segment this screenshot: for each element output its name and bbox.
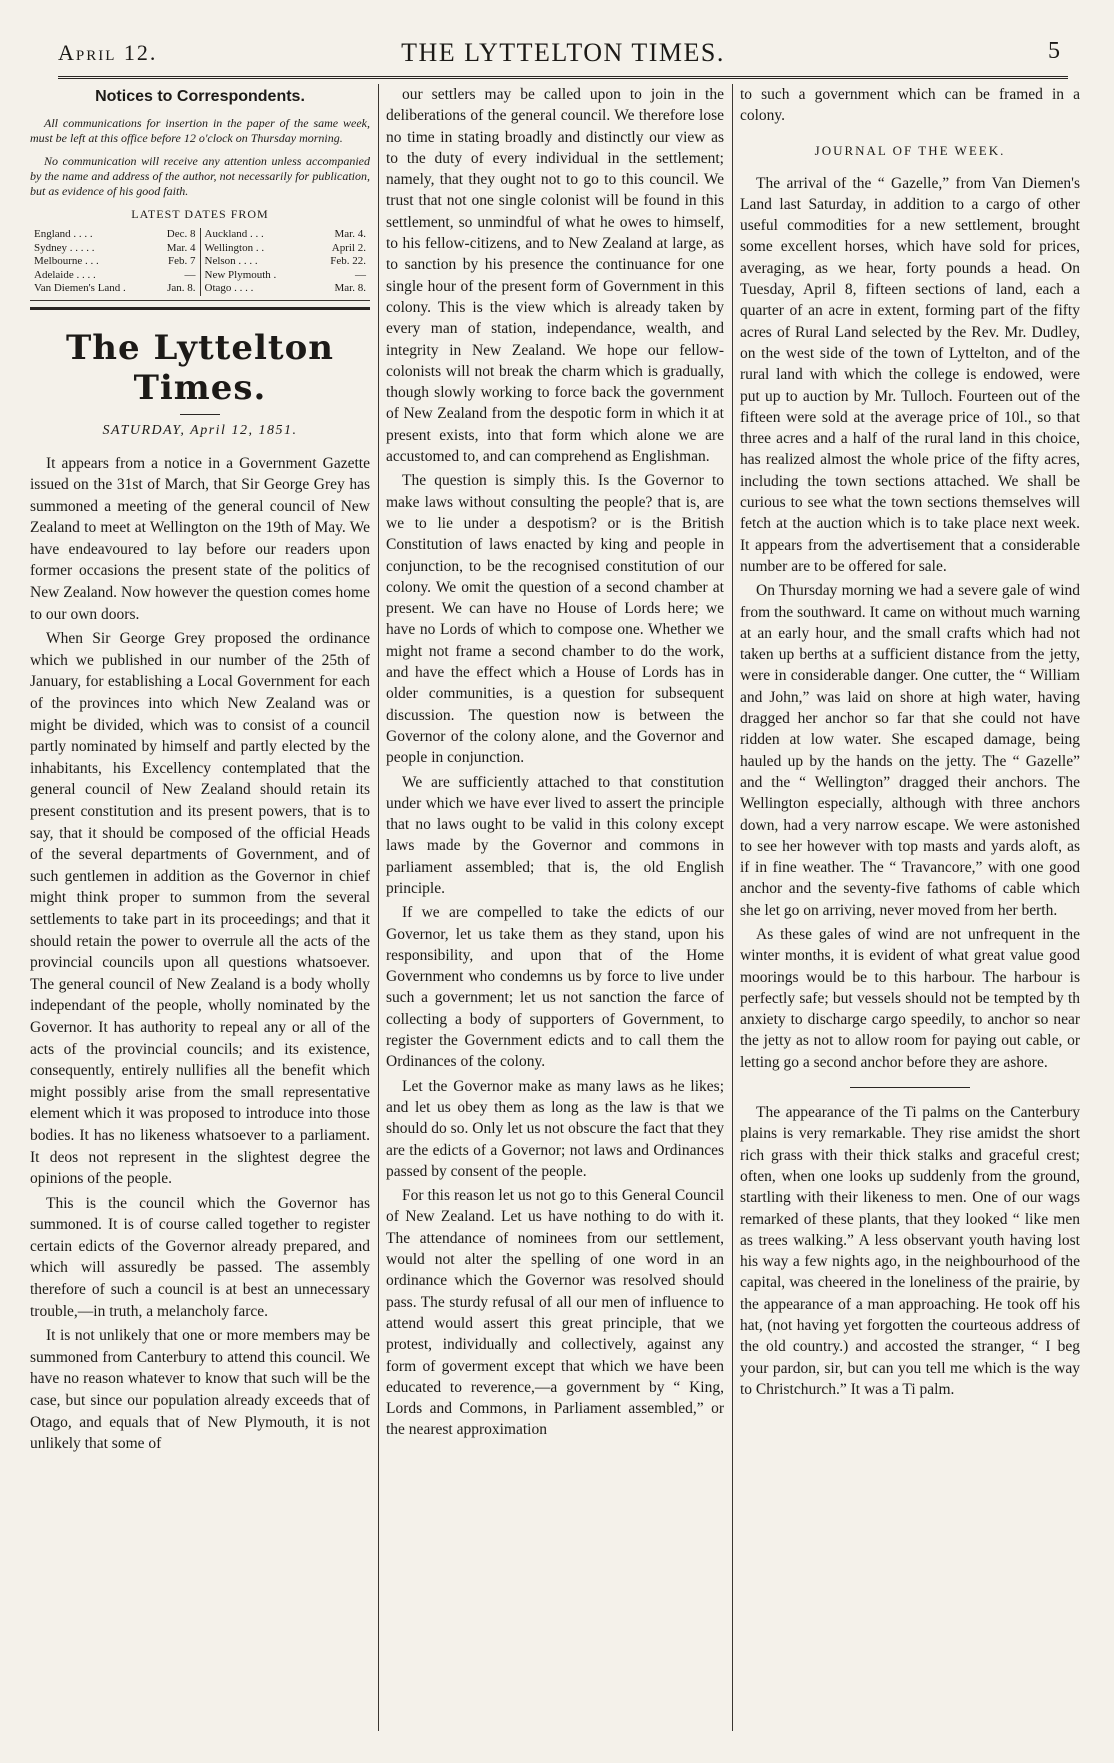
paragraph: It appears from a notice in a Government Gazette issued on the 31st of March, that Sir George Grey has summoned a meeting of the general council of New Zealand to meet at Wellington on the 19th of May. We have endeavoured to lay before our readers upon former occasions the present state of the politics of New Zealand. Now however the question comes home to our own doors. — [30, 454, 370, 623]
column-3 — [740, 84, 1080, 1731]
date-value: Dec. 8 — [166, 228, 196, 240]
date-place: Wellington . . — [204, 241, 265, 254]
date-value: Mar. 8. — [334, 282, 366, 294]
date-value: Feb. 7 — [168, 255, 196, 267]
paragraph: On Thursday morning we had a severe gale of wind from the southward. It came on without much warning at an early hour, and the small crafts which had not taken up berths at a sufficient distance from the jetty, were in considerable danger. One cutter, the “ William and John,” was laid on shore at high water, having dragged her anchor so far that she could not have ridden at low water. She escaped damage, being hauled up by the hands on the jetty. The “ Gazelle” and the “ Wellington” dragged their anchors. The Wellington especially, although with three anchors down, had a very narrow escape. We were astonished to see her however with top masts and yards aloft, as if in fine weather. The “ Travancore,” with one good anchor and the seventy-five fathoms of cable which she let go on arriving, never moved from her berth. — [740, 582, 1080, 919]
ti-palm-paragraph: The appearance of the Ti palms on the Canterbury plains is very remarkable. They rise amidst the short rich grass with their thick stalks and graceful crest; often, when one looks up suddenly from the ground, startling with their likeness to men. One of our wags remarked of these plants, that they looked “ like men as trees walking.” A less observant youth having lost his way a few nights ago, in the neighbourhood of the capital, was cheered in the loneliness of the prairie, by the appearance of a man approaching. He took off his hat, (not having yet forgotten the courteous address of the old country.) and accosted the stranger, “ I beg your pardon, sir, but can you tell me which is the way to Christchurch.” It was a Ti palm. — [740, 1104, 1080, 1398]
date-place: Auckland . . . — [204, 228, 264, 240]
date-row — [205, 228, 367, 242]
column-rule-1 — [378, 84, 379, 1731]
section-divider — [30, 307, 370, 310]
date-place: Melbourne . . . — [34, 255, 99, 267]
date-row — [205, 269, 367, 283]
notices-heading: Notices to Correspondents. — [95, 88, 305, 105]
leader-article-part-1 — [30, 453, 370, 1455]
paragraph: As these gales of wind are not unfrequent in the winter months, it is evident of what great value good moorings would be to this harbour. The harbour is perfectly safe; but vessels should not be tempted by th anxiety to discharge cargo speedily, to anchor so near the jetty as not to allow room for paying out cable, or letting go a second anchor before they are ashore. — [740, 925, 1080, 1071]
date-row — [205, 242, 367, 256]
paragraph: The question is simply this. Is the Governor to make laws without consulting the people? that is, are we to lie under a despotism? or is the British Constitution of laws enacted by king and people in conjunction, to be the recognised constitution of our colony. We omit the question of a second chamber at present. We can have no House of Lords here; we have no Lords of which to compose one. Whether we might not frame a second chamber to do the work, and have the effect which a House of Lords has in older communities, is a question for subsequent discussion. The question now is between the Governor of the colony alone, and the Governor and people in conjunction. — [386, 472, 724, 767]
date-value: Feb. 22. — [330, 255, 366, 267]
journal-heading: JOURNAL OF THE WEEK. — [814, 142, 1006, 158]
paragraph: Let the Governor make as many laws as he likes; and let us obey them as long as the law is that we should do so. Only let us not obscure the fact that they are the edicts of a Governor; not laws and Ordinances passed by consent of the people. — [386, 1077, 724, 1180]
newspaper-running-title: THE LYTTELTON TIMES. — [401, 38, 725, 67]
date-value: Mar. 4 — [166, 241, 196, 254]
paragraph: For this reason let us not go to this General Council of New Zealand. Let us have nothing to do with it. The attendance of nominees from our settlement, would not alter the spelling of one word in an ordinance which the Governor was resolved should pass. The sturdy refusal of all our men of influence to attend would assert this great principle, that we protest, individually and collectively, against any form of goverment except that which we have been educated to reverence,—a government by “ King, Lords and Commons, in Parliament assembled,” or the nearest approximation — [386, 1187, 724, 1439]
date-place: Van Diemen's Land . — [34, 282, 126, 294]
paragraph: The arrival of the “ Gazelle,” from Van Diemen's Land last Saturday, in addition to a cargo of other useful commodities for a new settlement, brought some excellent horses, which have sold for prices, averaging, as we hear, forty pounds a head. On Tuesday, April 8, fifteen sections of land, each a quarter of an acre in extent, forming part of the fifty acres of Rural Land selected by the Rev. Mr. Dudley, on the west side of the town of Lyttelton, and of the rural land with which the college is endowed, were put up to auction by Mr. Tulloch. Fourteen out of the fifteen were sold at the average price of 10l., so that three acres and a half of the rural land in this choice, has realized almost the whole price of the fifty acres, including the town sections attached. We shall be curious to see what the town sections themselves will fetch at the auction which is to take place next week. It appears from the advertisement that a considerable number are to be offered for sale. — [740, 174, 1080, 575]
page-number: 5 — [1048, 38, 1060, 64]
column-1 — [30, 84, 370, 1731]
paragraph: If we are compelled to take the edicts of our Governor, let us take them as they stand, upon his responsibility, and upon that of the Home Government who condemns us by force to live under such a government; let us not sanction the farce of collecting a body of supporters of Government, to register the Government edicts and to call them the Ordinances of the colony. — [386, 904, 724, 1071]
latest-dates-right — [200, 228, 371, 296]
date-row — [34, 282, 196, 296]
date-row — [34, 242, 196, 256]
masthead — [58, 36, 1068, 79]
issue-date: April 12. — [58, 40, 158, 65]
date-row — [34, 228, 196, 242]
date-value: — — [184, 268, 196, 281]
date-place: Adelaide . . . . — [34, 268, 96, 281]
journal-of-the-week — [740, 173, 1080, 1073]
date-row — [205, 255, 367, 269]
paragraph: It is not unlikely that one or more members may be summoned from Canterbury to attend this council. We have no reason whatever to know that such will be the case, but since our population already exceeds that of Otago, and equals that of New Plymouth, it is not unlikely that some of — [30, 1327, 370, 1453]
date-value: Mar. 4. — [334, 228, 366, 240]
paper-title: The Lyttelton Times. — [66, 327, 334, 408]
date-place: Sydney . . . . . — [34, 241, 95, 254]
notice-author-requirement: No communication will receive any attention unless accompanied by the name and address of the author, not necessarily for publication, but as evidence of his good faith. — [30, 154, 370, 198]
paragraph: This is the council which the Governor has summoned. It is of course called together to register certain edicts of the Governor already prepared, and which will assuredly be passed. The assembly therefore of such a council is at best an unnecessary trouble,—in truth, a melancholy farce. — [30, 1194, 370, 1320]
paragraph: We are sufficiently attached to that constitution under which we have ever lived to assert the principle that no laws ought to be valid in this colony except laws made by the Governor and commons in parliament assembled; that is, the old English principle. — [386, 773, 724, 897]
date-row — [34, 255, 196, 269]
date-value: April 2. — [331, 241, 366, 254]
date-row — [34, 269, 196, 283]
latest-dates-left — [30, 228, 200, 296]
column-rule-2 — [732, 84, 733, 1731]
latest-dates-heading: LATEST DATES FROM — [131, 207, 269, 221]
column-2 — [386, 84, 724, 1731]
paragraph: When Sir George Grey proposed the ordinance which we published in our number of the 25th of January, for establishing a Local Government for each of the provinces into which New Zealand was or might be divided, which was to consist of a council partly nominated by himself and partly elected by the inhabitants, his Excellency contemplated that the general council of New Zealand should retain its present constitution and its present powers, that is to say, that it should be composed of the official Heads of the several departments of Government, and of such gentlemen in addition as the Governor in chief might think proper to summon from the several settlements to take part in its proceedings; and that it should retain the power to overrule all the acts of the provincial councils upon all questions whatsoever. The general council of New Zealand is a body wholly independant of the people, wholly nominated by the Governor. It has authority to repeal any or all of the acts of the provincial councils; and its existence, consequently, entirely nullifies all the benefit which might possibly arise from the small representative element which it was proposed to introduce into those bodies. It has no likeness whatsoever to a parliament. It deos not represent in the slightest degree the opinions of the people. — [30, 630, 370, 1188]
date-place: Otago . . . . — [204, 282, 254, 294]
dateline: SATURDAY, April 12, 1851. — [102, 422, 298, 438]
date-place: England . . . . — [34, 228, 93, 240]
article-separator — [850, 1087, 970, 1088]
date-place: Nelson . . . . — [204, 255, 258, 267]
paragraph: our settlers may be called upon to join in the deliberations of the general council. We therefore lose no time in stating broadly and distinctly our view as to the duty of every individual in the settlement; namely, that they ought not to go to this council. We trust that not one single colonist will be found in this settlement, so unmindful of what he owes to himself, to his fellow-citizens, and to New Zealand at large, as to sanction by his presence the continuance for one single hour of the present form of Government in this colony. This is the view which is already taken by every man of station, independance, wealth, and integrity in New Zealand. We hope our fellow-colonists will not break the charm which is gradually, though slowly working to force back the government of New Zealand from the despotic form in which it at present exists, into that form which alone we are accustomed to, and can comprehend as Englishman. — [386, 86, 724, 466]
date-value: — — [355, 268, 366, 281]
title-rule — [180, 414, 220, 415]
latest-dates-table — [30, 228, 370, 301]
article-continuation: to such a government which can be framed in a colony. — [740, 86, 1080, 125]
notice-submission-deadline: All communications for insertion in the paper of the same week, must be left at this office before 12 o'clock on Thursday morning. — [30, 116, 370, 145]
date-value: Jan. 8. — [167, 282, 196, 294]
date-place: New Plymouth . — [204, 268, 277, 281]
date-row — [205, 282, 367, 296]
